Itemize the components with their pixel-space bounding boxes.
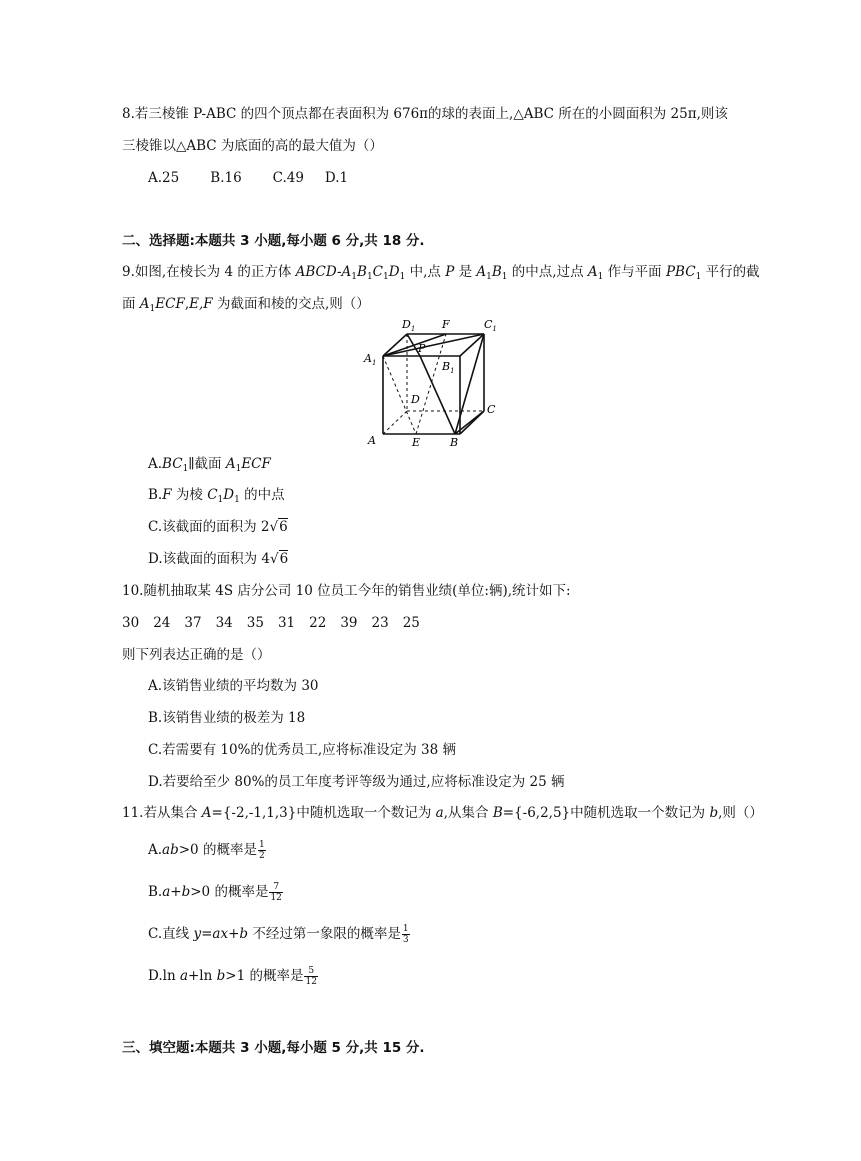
q10-option-a: A.该销售业绩的平均数为 30 (148, 678, 319, 694)
q11-stem: 11.若从集合 A={-2,-1,1,3}中随机选取一个数记为 a,从集合 B={-6,2,5}中随机选取一个数记为 b,则（） (122, 805, 763, 821)
q9-option-d: D.该截面的面积为 4√6 (148, 551, 289, 567)
label-c: C (487, 403, 496, 416)
q11-option-c: C.直线 y=ax+b 不经过第一象限的概率是 $\frac{1}{3}$ (148, 924, 409, 945)
q9-option-b: B.F 为棱 $C_1D_1$ 的中点 (148, 487, 285, 505)
fraction: $\frac{7}{12}$ (270, 882, 282, 903)
q8-stem-line2: 三棱锥以△ABC 为底面的高的最大值为（） (122, 138, 383, 154)
q9-stem-line2: 面 $A_1ECF,E,F$ 为截面和棱的交点,则（） (122, 296, 370, 314)
label-d1: $D_1$ (402, 318, 416, 333)
hidden-edge-a-d (383, 411, 407, 434)
data-value: 35 (246, 615, 264, 631)
label-b1: $B_1$ (442, 360, 455, 375)
q9-option-c: C.该截面的面积为 2√6 (148, 519, 288, 535)
q8-option-d: D.1 (324, 170, 349, 186)
fraction: $\frac{1}{3}$ (402, 924, 409, 945)
q10-option-b: B.该销售业绩的极差为 18 (148, 710, 306, 726)
label-p: P (418, 342, 426, 355)
cube-figure (360, 314, 510, 454)
fraction: $\frac{5}{12}$ (305, 966, 317, 987)
q8-option-c: C.49 (272, 170, 304, 186)
label-d: D (411, 393, 420, 406)
section3-heading: 三、填空题:本题共 3 小题,每小题 5 分,共 15 分. (122, 1040, 425, 1056)
data-value: 22 (309, 615, 327, 631)
label-b: B (450, 436, 459, 449)
label-a1: $A_1$ (364, 352, 377, 367)
data-value: 25 (402, 615, 420, 631)
label-f: F (442, 318, 450, 331)
q9-option-a: $A.BC_1\parallel$截面 $A_1ECF$ (148, 456, 271, 474)
section2-heading: 二、选择题:本题共 3 小题,每小题 6 分,共 18 分. (122, 233, 425, 249)
q10-option-d: D.若要给至少 80%的员工年度考评等级为通过,应将标准设定为 25 辆 (148, 774, 565, 790)
data-value: 31 (277, 615, 296, 631)
data-value: 37 (184, 615, 202, 631)
sqrt-symbol: √6 (270, 551, 289, 567)
q8-stem-line1: 8.若三棱锥 P-ABC 的四个顶点都在表面积为 676π的球的表面上,△ABC 所在的小圆面积为 25π,则该 (122, 106, 728, 122)
section-a1-c1 (383, 334, 484, 356)
q8-options (148, 168, 348, 188)
label-e: E (412, 436, 421, 449)
sqrt-symbol: √6 (269, 519, 288, 535)
data-value: 30 (122, 615, 140, 631)
q8-option-a: A.25 (148, 170, 180, 186)
q11-option-b: B.a+b>0 的概率是 $\frac{7}{12}$ (148, 882, 282, 903)
label-a: A (368, 434, 376, 447)
q10-option-c: C.若需要有 10%的优秀员工,应将标准设定为 38 辆 (148, 742, 456, 758)
q11-option-a: A.ab>0 的概率是 $\frac{1}{2}$ (148, 840, 265, 861)
q9-stem-line1: 9.如图,在棱长为 4 的正方体 ABCD-$A_1B_1C_1D_1$ 中,点 P 是 $A_1B_1$ 的中点,过点 $A_1$ 作与平面 $PBC_1$ 平行的截 (122, 264, 760, 282)
data-value: 23 (371, 615, 389, 631)
q10-data-list (122, 613, 434, 633)
data-value: 24 (153, 615, 171, 631)
q11-option-d: D.ln a+ln b>1 的概率是 $\frac{5}{12}$ (148, 966, 317, 987)
fraction: $\frac{1}{2}$ (258, 840, 265, 861)
data-value: 39 (340, 615, 358, 631)
q8-option-b: B.16 (210, 170, 242, 186)
label-c1: $C_1$ (484, 318, 497, 333)
q10-stem-line1: 10.随机抽取某 4S 店分公司 10 位员工今年的销售业绩(单位:辆),统计如下: (122, 583, 571, 599)
q10-stem-line3: 则下列表达正确的是（） (122, 647, 271, 663)
data-value: 34 (215, 615, 233, 631)
